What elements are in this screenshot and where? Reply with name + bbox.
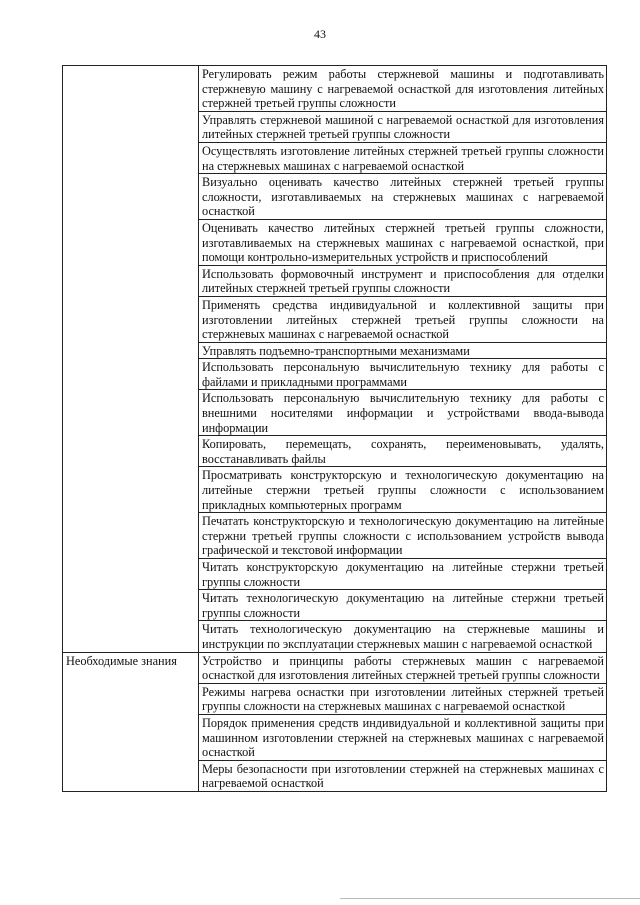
table-cell: Применять средства индивидуальной и коллективной защиты при изготовлении литейных стержней третьей группы сложности на стержневых машинах с нагреваемой оснасткой [199,296,607,342]
page-number: 43 [314,27,326,41]
table-cell: Читать технологическую документацию на литейные стержни третьей группы сложности [199,590,607,621]
table-cell: Использовать персональную вычислительную технику для работы с внешними носителями информации и устройствами ввода-вывода информации [199,390,607,436]
table-cell: Управлять стержневой машиной с нагреваемой оснасткой для изготовления литейных стержней третьей группы сложности [199,111,607,142]
table-cell: Оценивать качество литейных стержней третьей группы сложности, изготавливаемых на стержневых машинах с нагреваемой оснасткой, при помощи контрольно-измерительных устройств и приспособлений [199,219,607,265]
table-cell: Копировать, перемещать, сохранять, переименовывать, удалять, восстанавливать файлы [199,436,607,467]
table-cell: Печатать конструкторскую и технологическую документацию на литейные стержни третьей группы сложности с использованием устройств вывода графической и текстовой информации [199,513,607,559]
section-label-skills [63,66,199,653]
table-cell: Читать технологическую документацию на стержневые машины и инструкции по эксплуатации стержневых машин с нагреваемой оснасткой [199,621,607,652]
table-cell: Меры безопасности при изготовлении стержней на стержневых машинах с нагреваемой оснасткой [199,760,607,791]
table-cell: Регулировать режим работы стержневой машины и подготавливать стержневую машину с нагреваемой оснасткой для изготовления литейных стержней третьей группы сложности [199,66,607,112]
table-row [63,66,607,112]
table-cell: Визуально оценивать качество литейных стержней третьей группы сложности, изготавливаемых на стержневых машинах с нагреваемой оснасткой [199,174,607,220]
table-row [63,652,607,683]
table-cell: Использовать персональную вычислительную технику для работы с файлами и прикладными программами [199,359,607,390]
table-cell: Порядок применения средств индивидуальной и коллективной защиты при машинном изготовлении стержней на стержневых машинах с нагреваемой оснасткой [199,714,607,760]
table-cell: Использовать формовочный инструмент и приспособления для отделки литейных стержней третьей группы сложности [199,265,607,296]
requirements-table [62,65,607,792]
scan-edge-line [340,898,640,899]
section-label-knowledge: Необходимые знания [63,652,199,791]
table-cell: Режимы нагрева оснастки при изготовлении литейных стержней третьей группы сложности на стержневых машинах с нагреваемой оснасткой [199,683,607,714]
table-cell: Управлять подъемно-транспортными механизмами [199,342,607,359]
table-cell: Читать конструкторскую документацию на литейные стержни третьей группы сложности [199,559,607,590]
table-cell: Просматривать конструкторскую и технологическую документацию на литейные стержни третьей группы сложности с использованием прикладных компьютерных программ [199,467,607,513]
table-cell: Устройство и принципы работы стержневых машин с нагреваемой оснасткой для изготовления литейных стержней третьей группы сложности [199,652,607,683]
table-cell: Осуществлять изготовление литейных стержней третьей группы сложности на стержневых машинах с нагреваемой оснасткой [199,142,607,173]
